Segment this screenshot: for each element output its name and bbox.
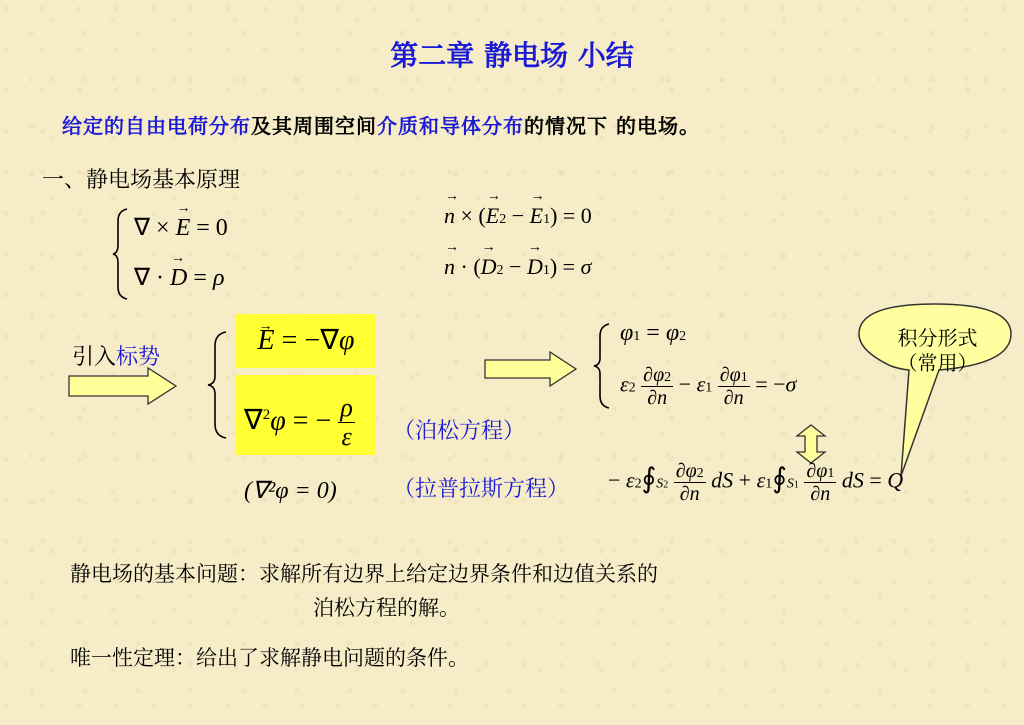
basic-problem-line1: 静电场的基本问题：求解所有边界上给定边界条件和边值关系的: [70, 562, 658, 586]
boundary-d-equation: → n · (→ D2 − → D1) = σ: [444, 254, 591, 280]
intro-free-charge: 给定的自由电荷分布: [62, 114, 251, 138]
introduce-prefix: 引入: [72, 345, 117, 370]
page-title: 第二章 静电场 小结: [390, 39, 634, 72]
div-d-equation: ∇ · → D = ρ: [134, 263, 224, 292]
poisson-equation: ∇$^2$φ = − $\frac{\rho}{\varepsilon}$: [236, 375, 376, 455]
poisson-label: （泊松方程）: [393, 419, 526, 444]
uniqueness-theorem: 唯一性定理：给出了求解静电问题的条件。: [70, 646, 469, 670]
section-heading: 一、静电场基本原理: [42, 168, 241, 193]
intro-medium-conductor: 介质和导体分布: [377, 114, 524, 138]
right-arrow-icon: [68, 366, 180, 406]
intro-conditions: 的情况下 的电场。: [524, 114, 700, 138]
double-arrow-icon: [794, 424, 828, 464]
potential-continuity: φ1 = φ2: [620, 320, 687, 346]
boundary-e-equation: → n × (→ E2 − → E1) = 0: [444, 203, 592, 229]
intro-surrounding: 及其周围空间: [251, 114, 377, 138]
left-brace-icon: [206, 330, 230, 440]
left-brace-icon: [592, 322, 612, 410]
potential-normal-derivative: ε2 $\frac{\partial\varphi 2}{\partial n}$ − ε1 $\frac{\partial\varphi 1}{\partial n}$ = −σ: [620, 364, 797, 409]
curl-e-equation: ∇ × → E = 0: [134, 213, 228, 242]
gradient-relation: → E = −∇φ: [236, 314, 376, 368]
integral-form-equation: − ε2∮S2 $\frac{\partial\varphi 2}{\partial n}$ dS + ε1∮S1 $\frac{\partial\varphi 1}{\partial n}$ dS = Q: [608, 460, 904, 505]
laplace-equation: (∇²φ = 0): [244, 478, 337, 504]
right-arrow-icon: [484, 351, 579, 387]
left-brace-icon: [112, 207, 130, 302]
laplace-label: （拉普拉斯方程）: [393, 477, 570, 502]
scalar-potential-term: 标势: [116, 345, 161, 370]
intro-sentence: [62, 110, 700, 139]
callout-integral-form: 积分形式: [897, 326, 978, 350]
callout-commonly-used: （常用）: [897, 351, 978, 375]
basic-problem-line2: 泊松方程的解。: [313, 596, 460, 620]
